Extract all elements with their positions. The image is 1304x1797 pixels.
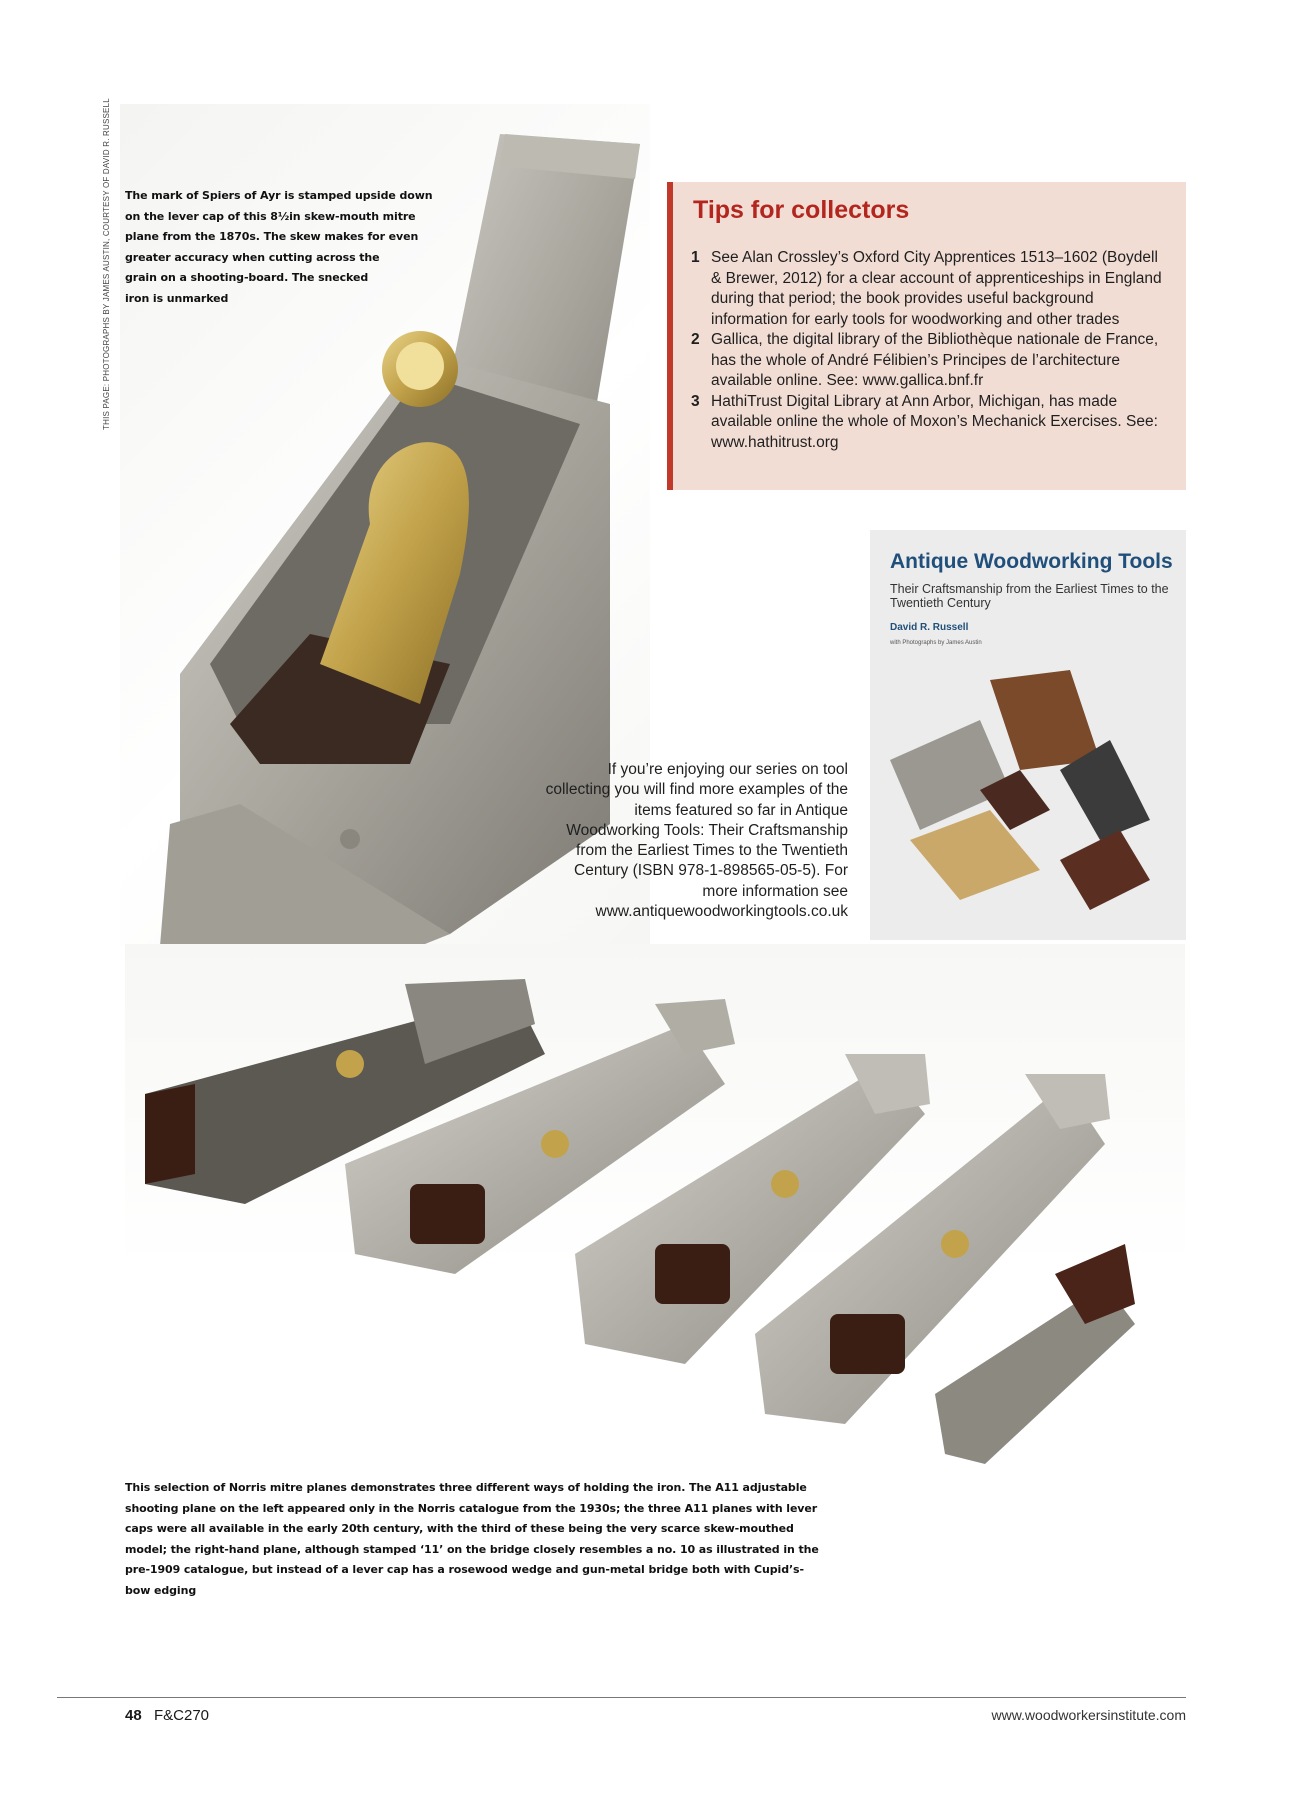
tip-number: 3 xyxy=(691,392,700,410)
tip-text: See Alan Crossley’s Oxford City Apprentices 1513–1602 (Boydell & Brewer, 2012) for a clear account of apprenticeships in England during that period; the book provides useful background information for early tools for woodworking and other trades xyxy=(711,249,1162,328)
book-promo-text: If you’re enjoying our series on tool collecting you will find more examples of the items featured so far in Antique Woodworking Tools: Their Craftsmanship from the Earliest Times to the Twentieth Century (ISBN 978-1-898565-05-5). For more information see www.antiquewoodworkingtools.co.uk xyxy=(545,761,848,921)
norris-planes-photo xyxy=(125,944,1185,1484)
tips-box xyxy=(667,182,1186,490)
book-photos-credit: with Photographs by James Austin xyxy=(890,640,982,646)
book-subtitle: Their Craftsmanship from the Earliest Times to the Twentieth Century xyxy=(890,582,1169,610)
footer-website: www.woodworkersinstitute.com xyxy=(991,1707,1186,1723)
book-author: David R. Russell xyxy=(890,622,969,633)
footer-rule xyxy=(57,1697,1186,1698)
tip-item xyxy=(691,392,1171,454)
caption-top: The mark of Spiers of Ayr is stamped upside down on the lever cap of this 8½in skew-mouth mitre plane from the 1870s. The skew makes for even greater accuracy when cutting across the grain on a shooting-board. The snecked iron is unmarked xyxy=(125,189,433,305)
page-number: 48 xyxy=(125,1707,142,1724)
tips-title: Tips for collectors xyxy=(693,196,910,224)
tip-text: Gallica, the digital library of the Bibliothèque nationale de France, has the whole of André Félibien’s Principes de l’architecture available online. See: www.gallica.bnf.fr xyxy=(711,331,1159,389)
tip-text: HathiTrust Digital Library at Ann Arbor, Michigan, has made available online the whole of Moxon’s Mechanick Exercises. See: www.hathitrust.org xyxy=(711,392,1158,451)
book-cover-art xyxy=(870,640,1186,940)
tip-number: 1 xyxy=(691,249,700,266)
tip-item xyxy=(691,330,1171,392)
book-cover xyxy=(870,530,1186,940)
issue-label: F&C270 xyxy=(154,1707,210,1724)
tip-item xyxy=(691,248,1171,330)
tips-list xyxy=(691,248,1171,453)
caption-bottom: This selection of Norris mitre planes demonstrates three different ways of holding the iron. The A11 adjustable shooting plane on the left appeared only in the Norris catalogue from the 1930s; the three A11 planes with lever caps were all available in the early 20th century, with the third of these being the very scarce skew-mouthed model; the right-hand plane, although stamped ‘11’ on the bridge closely resembles a no. 10 as illustrated in the pre-1909 catalogue, but instead of a lever cap has a rosewood wedge and gun-metal bridge both with Cupid’s-bow edging xyxy=(125,1481,819,1597)
book-title: Antique Woodworking Tools xyxy=(890,550,1173,573)
tip-number: 2 xyxy=(691,331,700,348)
photo-credit: THIS PAGE: PHOTOGRAPHS BY JAMES AUSTIN, COURTESY OF DAVID R. RUSSELL xyxy=(102,98,111,430)
